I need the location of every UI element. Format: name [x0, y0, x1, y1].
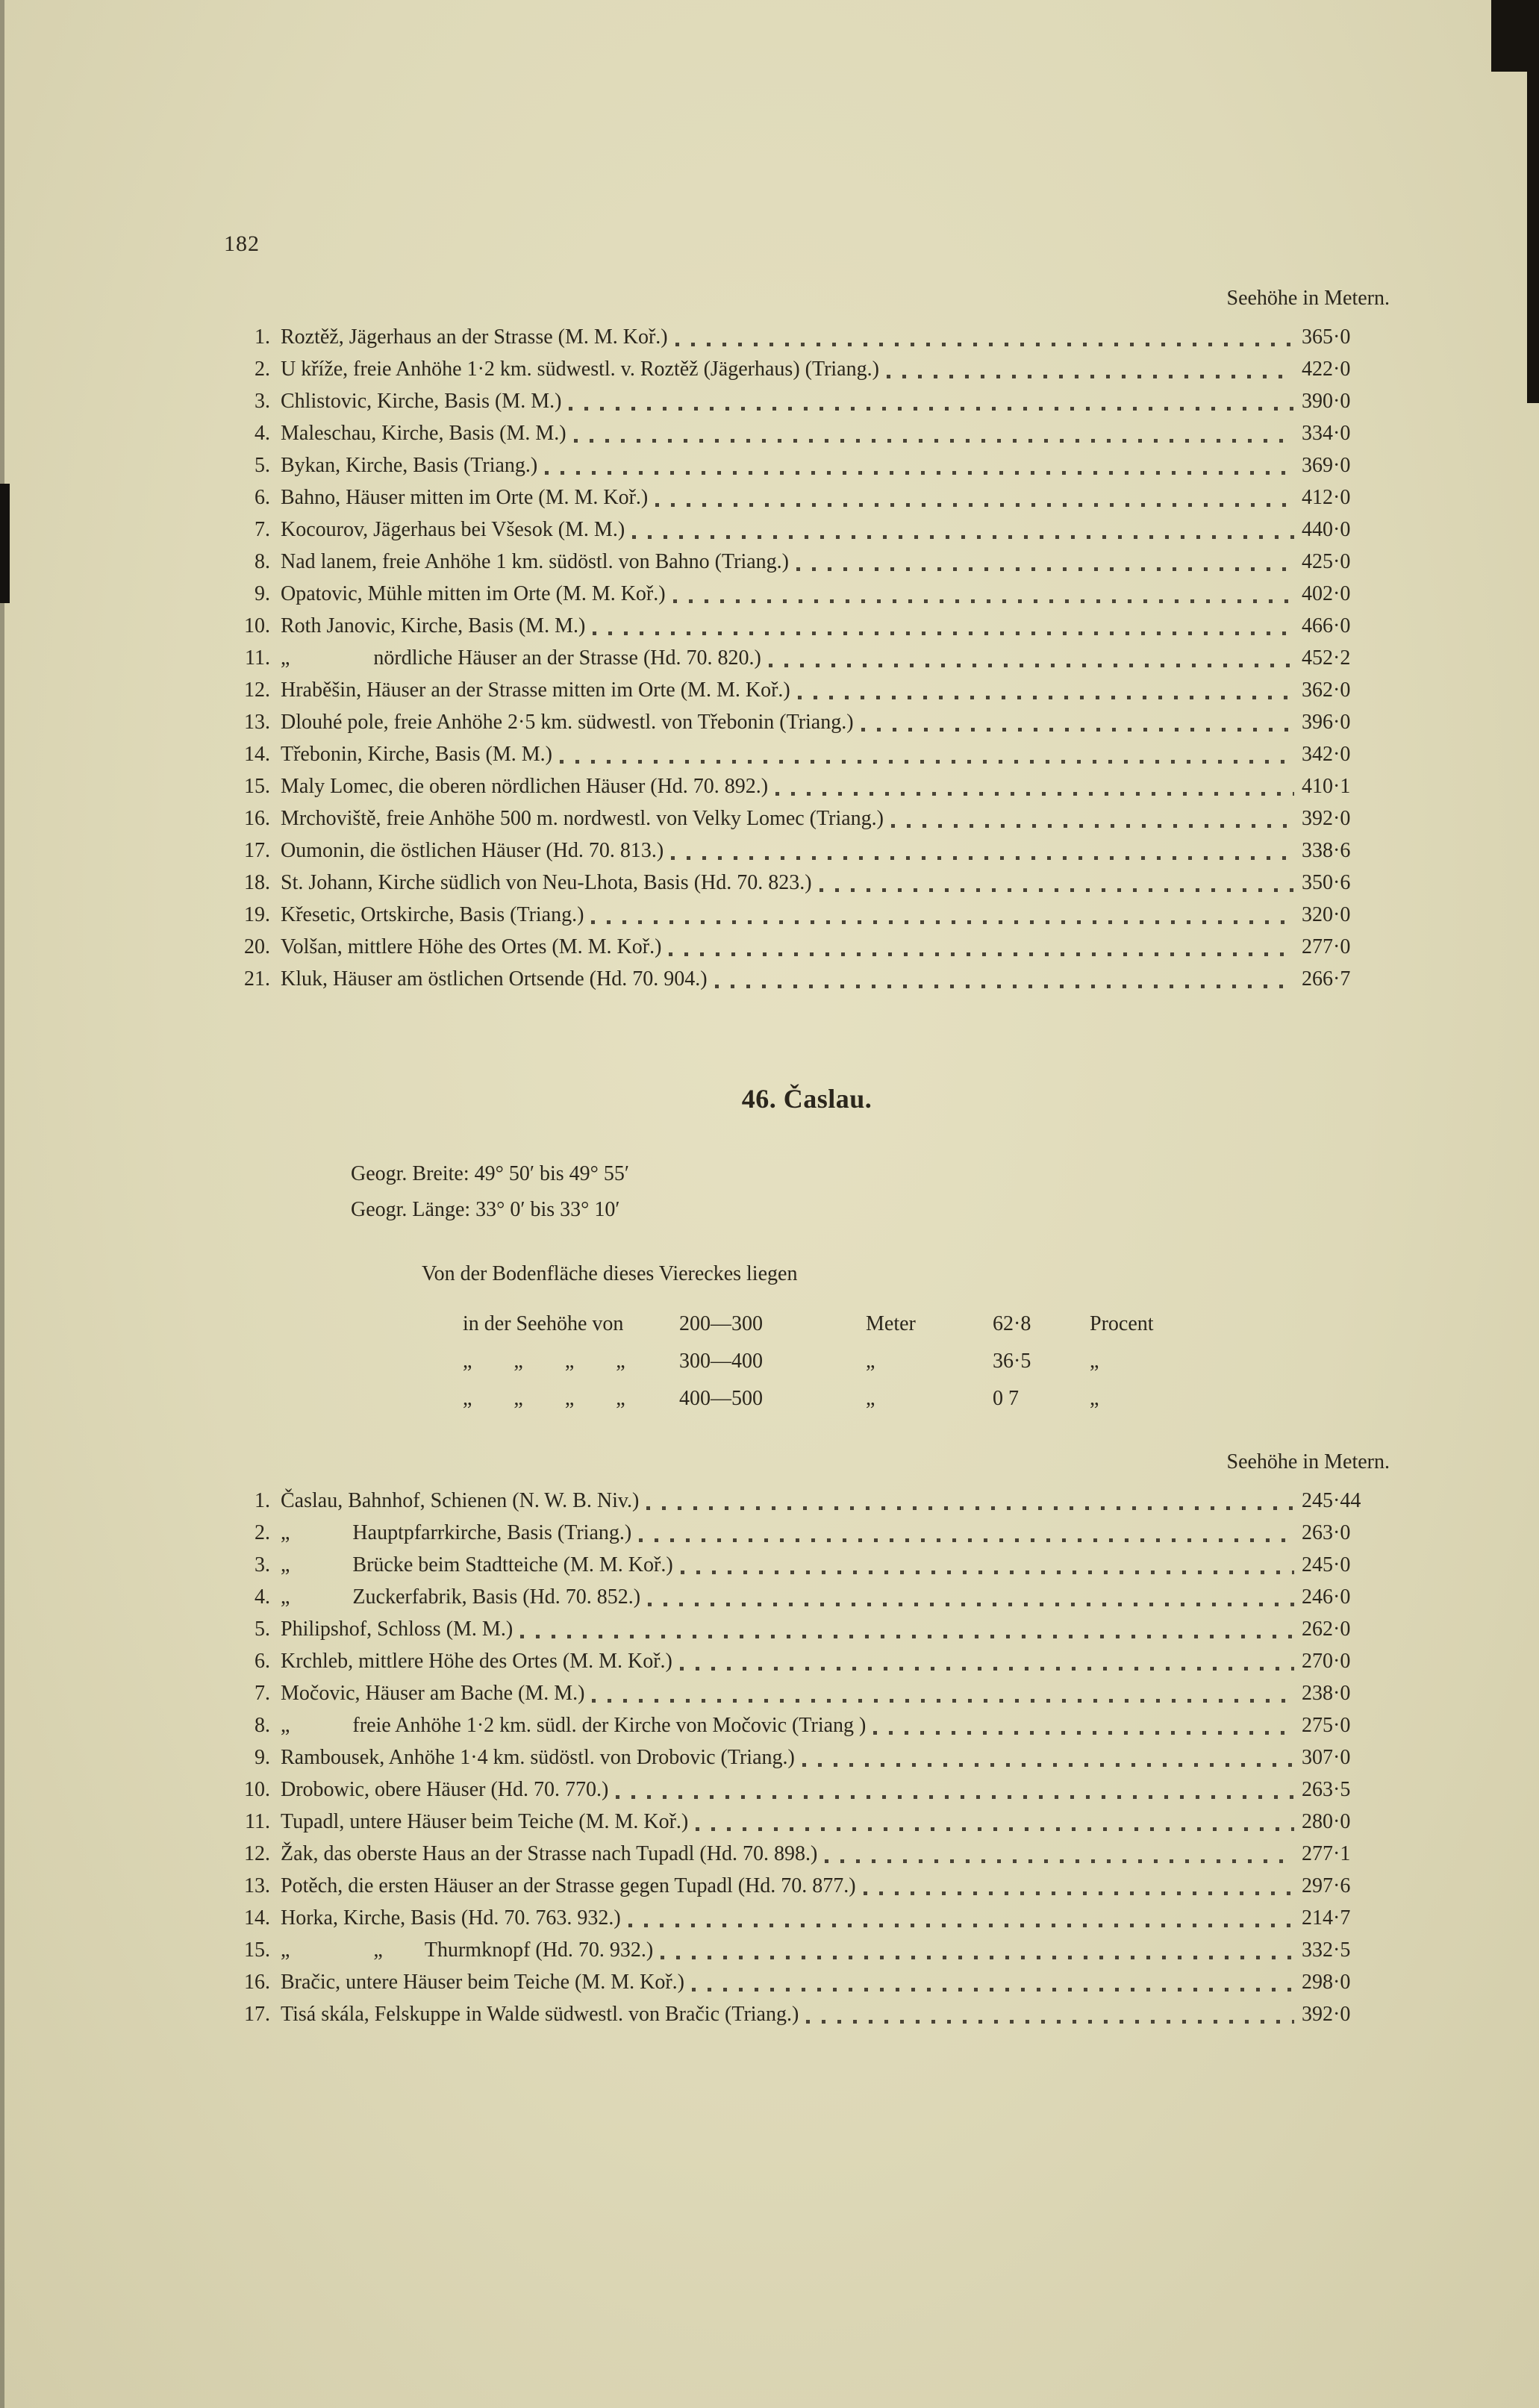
entry-text: Kluk, Häuser am östlichen Ortsende (Hd. 70. 904.)	[281, 967, 708, 991]
percent-suffix: Procent	[1090, 1312, 1154, 1335]
entry-elevation-value: 362·0	[1302, 679, 1351, 702]
entry-number: 10.	[244, 1778, 270, 1801]
dot-leader	[806, 2020, 1294, 2024]
list-entry	[224, 546, 1390, 578]
entry-text: Volšan, mittlere Höhe des Ortes (M. M. Koř.)	[281, 935, 662, 958]
percent-prefix: in der Seehöhe von	[463, 1312, 624, 1335]
dot-leader	[873, 1731, 1294, 1735]
entry-elevation-value: 452·2	[1302, 646, 1351, 670]
entry-elevation-value: 320·0	[1302, 903, 1351, 926]
dot-leader	[655, 503, 1294, 507]
list-entry	[224, 321, 1390, 353]
scan-artifact-left	[0, 484, 10, 603]
entry-text: Rambousek, Anhöhe 1·4 km. südöstl. von Drobovic (Triang.)	[281, 1746, 795, 1769]
entry-elevation-value: 263·0	[1302, 1521, 1351, 1544]
entry-text: Drobowic, obere Häuser (Hd. 70. 770.)	[281, 1778, 609, 1801]
seehoehe-header-2: Seehöhe in Metern.	[1226, 1450, 1390, 1473]
list-entry	[224, 642, 1390, 674]
entry-number: 6.	[255, 1650, 270, 1673]
entry-number: 15.	[244, 1938, 270, 1962]
entry-number: 15.	[244, 775, 270, 798]
entry-elevation-value: 425·0	[1302, 550, 1351, 573]
dot-leader	[861, 728, 1294, 732]
percent-range: 400—500	[679, 1387, 763, 1410]
entry-text: Chlistovic, Kirche, Basis (M. M.)	[281, 390, 562, 413]
entry-elevation-value: 298·0	[1302, 1971, 1351, 1994]
percent-suffix: „	[1090, 1350, 1099, 1373]
entry-text: Tisá skála, Felskuppe in Walde südwestl. von Bračic (Triang.)	[281, 2003, 799, 2026]
list-entry	[224, 1966, 1390, 1998]
entry-text: St. Johann, Kirche südlich von Neu-Lhota, Basis (Hd. 70. 823.)	[281, 871, 812, 894]
dot-leader	[545, 471, 1294, 475]
section-title: 46. Časlau.	[741, 1084, 872, 1114]
list-entry	[224, 1902, 1390, 1934]
entry-number: 8.	[255, 1714, 270, 1737]
dot-leader	[887, 375, 1294, 378]
entry-elevation-value: 245·44	[1302, 1489, 1361, 1512]
list-entry	[224, 1934, 1390, 1966]
dot-leader	[820, 888, 1294, 892]
entry-elevation-value: 466·0	[1302, 614, 1351, 637]
dot-leader	[593, 631, 1294, 635]
entry-number: 21.	[244, 967, 270, 991]
entry-elevation-value: 334·0	[1302, 422, 1351, 445]
percent-row	[463, 1306, 1390, 1343]
list-entry	[224, 706, 1390, 738]
entry-number: 4.	[255, 1585, 270, 1609]
dot-leader	[591, 920, 1294, 924]
entry-elevation-value: 238·0	[1302, 1682, 1351, 1705]
entry-elevation-value: 307·0	[1302, 1746, 1351, 1769]
entry-text: Roztěž, Jägerhaus an der Strasse (M. M. Koř.)	[281, 325, 668, 349]
dot-leader	[696, 1827, 1294, 1831]
entry-text: Maleschau, Kirche, Basis (M. M.)	[281, 422, 566, 445]
entry-text: Močovic, Häuser am Bache (M. M.)	[281, 1682, 585, 1705]
dot-leader	[802, 1763, 1294, 1767]
entry-elevation-value: 266·7	[1302, 967, 1351, 991]
dot-leader	[681, 1570, 1294, 1574]
elevation-percent-table	[463, 1306, 1390, 1417]
entry-number: 7.	[255, 518, 270, 541]
dot-leader	[715, 985, 1294, 988]
entry-elevation-value: 369·0	[1302, 454, 1351, 477]
dot-leader	[864, 1891, 1294, 1895]
entry-text: Kocourov, Jägerhaus bei Všesok (M. M.)	[281, 518, 625, 541]
elevation-list-2	[224, 1485, 1390, 2030]
dot-leader	[675, 343, 1294, 346]
scan-artifact-corner	[1491, 0, 1539, 72]
dot-leader	[628, 1924, 1294, 1927]
list-entry	[224, 1581, 1390, 1613]
entry-number: 5.	[255, 1618, 270, 1641]
dot-leader	[692, 1988, 1294, 1991]
geo-breite: Geogr. Breite: 49° 50′ bis 49° 55′	[351, 1162, 629, 1185]
entry-elevation-value: 280·0	[1302, 1810, 1351, 1833]
list-entry	[224, 481, 1390, 514]
list-entry	[224, 1741, 1390, 1774]
list-entry	[224, 1709, 1390, 1741]
entry-elevation-value: 270·0	[1302, 1650, 1351, 1673]
geo-laenge: Geogr. Länge: 33° 0′ bis 33° 10′	[351, 1198, 620, 1221]
dot-leader	[648, 1603, 1294, 1606]
percent-row	[463, 1343, 1390, 1380]
entry-text: Bračic, untere Häuser beim Teiche (M. M. Koř.)	[281, 1971, 684, 1994]
entry-text: Bykan, Kirche, Basis (Triang.)	[281, 454, 538, 477]
entry-number: 3.	[255, 390, 270, 413]
entry-number: 9.	[255, 582, 270, 605]
list-entry	[224, 1806, 1390, 1838]
page-number: 182	[224, 231, 260, 256]
entry-text: Žak, das oberste Haus an der Strasse nach Tupadl (Hd. 70. 898.)	[281, 1842, 818, 1865]
dot-leader	[646, 1506, 1294, 1510]
list-entry	[224, 417, 1390, 449]
list-entry	[224, 514, 1390, 546]
entry-number: 8.	[255, 550, 270, 573]
list-entry	[224, 963, 1390, 995]
entry-elevation-value: 402·0	[1302, 582, 1351, 605]
percent-prefix: „ „ „ „	[463, 1387, 625, 1410]
entry-text: Křesetic, Ortskirche, Basis (Triang.)	[281, 903, 584, 926]
entry-number: 16.	[244, 807, 270, 830]
entry-elevation-value: 338·6	[1302, 839, 1351, 862]
dot-leader	[520, 1635, 1294, 1638]
list-entry	[224, 867, 1390, 899]
entry-number: 14.	[244, 743, 270, 766]
entry-text: Časlau, Bahnhof, Schienen (N. W. B. Niv.)	[281, 1489, 640, 1512]
elevation-list-1	[224, 321, 1390, 995]
percent-value: 0 7	[993, 1387, 1019, 1410]
entry-number: 13.	[244, 711, 270, 734]
entry-number: 13.	[244, 1874, 270, 1897]
entry-text: Bahno, Häuser mitten im Orte (M. M. Koř.)	[281, 486, 649, 509]
list-entry	[224, 931, 1390, 963]
entry-number: 11.	[245, 1810, 270, 1833]
dot-leader	[560, 760, 1294, 764]
list-entry	[224, 385, 1390, 417]
entry-number: 12.	[244, 1842, 270, 1865]
entry-text: Mrchoviště, freie Anhöhe 500 m. nordwestl. von Velky Lomec (Triang.)	[281, 807, 884, 830]
dot-leader	[639, 1538, 1294, 1542]
dot-leader	[825, 1859, 1294, 1863]
entry-elevation-value: 396·0	[1302, 711, 1351, 734]
list-entry	[224, 1517, 1390, 1549]
entry-number: 12.	[244, 679, 270, 702]
dot-leader	[592, 1699, 1294, 1703]
entry-number: 19.	[244, 903, 270, 926]
percent-prefix: „ „ „ „	[463, 1350, 625, 1373]
entry-elevation-value: 342·0	[1302, 743, 1351, 766]
entry-number: 10.	[244, 614, 270, 637]
list-entry	[224, 1677, 1390, 1709]
entry-elevation-value: 277·0	[1302, 935, 1351, 958]
list-entry	[224, 1613, 1390, 1645]
entry-text: Nad lanem, freie Anhöhe 1 km. südöstl. von Bahno (Triang.)	[281, 550, 789, 573]
list-entry	[224, 1645, 1390, 1677]
entry-text: „ freie Anhöhe 1·2 km. südl. der Kirche von Močovic (Triang )	[281, 1714, 867, 1737]
entry-number: 16.	[244, 1971, 270, 1994]
entry-text: „ nördliche Häuser an der Strasse (Hd. 70. 820.)	[281, 646, 761, 670]
dot-leader	[616, 1795, 1294, 1799]
entry-elevation-value: 412·0	[1302, 486, 1351, 509]
list-entry	[224, 353, 1390, 385]
dot-leader	[673, 599, 1294, 603]
entry-elevation-value: 392·0	[1302, 807, 1351, 830]
entry-elevation-value: 422·0	[1302, 358, 1351, 381]
entry-text: U kříže, freie Anhöhe 1·2 km. südwestl. v. Roztěž (Jägerhaus) (Triang.)	[281, 358, 879, 381]
dot-leader	[574, 439, 1294, 443]
entry-elevation-value: 392·0	[1302, 2003, 1351, 2026]
dot-leader	[661, 1956, 1294, 1959]
entry-text: „ Zuckerfabrik, Basis (Hd. 70. 852.)	[281, 1585, 641, 1609]
entry-elevation-value: 440·0	[1302, 518, 1351, 541]
percent-unit: Meter	[866, 1312, 916, 1335]
dot-leader	[796, 567, 1294, 571]
list-entry	[224, 835, 1390, 867]
percent-range: 200—300	[679, 1312, 763, 1335]
entry-elevation-value: 246·0	[1302, 1585, 1351, 1609]
list-entry	[224, 1774, 1390, 1806]
entry-text: Philipshof, Schloss (M. M.)	[281, 1618, 513, 1641]
entry-text: Tupadl, untere Häuser beim Teiche (M. M. Koř.)	[281, 1810, 689, 1833]
entry-number: 2.	[255, 1521, 270, 1544]
entry-elevation-value: 390·0	[1302, 390, 1351, 413]
entry-text: „ „ Thurmknopf (Hd. 70. 932.)	[281, 1938, 654, 1962]
entry-number: 18.	[244, 871, 270, 894]
list-entry	[224, 1485, 1390, 1517]
entry-text: Krchleb, mittlere Höhe des Ortes (M. M. Koř.)	[281, 1650, 672, 1673]
list-entry	[224, 1870, 1390, 1902]
dot-leader	[632, 535, 1294, 539]
entry-number: 1.	[255, 1489, 270, 1512]
percent-unit: „	[866, 1387, 875, 1410]
entry-elevation-value: 350·6	[1302, 871, 1351, 894]
percent-value: 36·5	[993, 1350, 1031, 1373]
geo-coordinates	[351, 1156, 1390, 1228]
entry-number: 14.	[244, 1906, 270, 1930]
entry-elevation-value: 262·0	[1302, 1618, 1351, 1641]
list-entry	[224, 1549, 1390, 1581]
list-entry	[224, 738, 1390, 770]
list-entry	[224, 674, 1390, 706]
dot-leader	[671, 856, 1294, 860]
list-entry	[224, 1998, 1390, 2030]
list-entry	[224, 1838, 1390, 1870]
percent-suffix: „	[1090, 1387, 1099, 1410]
entry-text: Dlouhé pole, freie Anhöhe 2·5 km. südwestl. von Třebonin (Triang.)	[281, 711, 854, 734]
entry-text: Oumonin, die östlichen Häuser (Hd. 70. 813.)	[281, 839, 664, 862]
entry-elevation-value: 275·0	[1302, 1714, 1351, 1737]
entry-text: „ Hauptpfarrkirche, Basis (Triang.)	[281, 1521, 632, 1544]
list-entry	[224, 802, 1390, 835]
entry-elevation-value: 214·7	[1302, 1906, 1351, 1930]
entry-text: Roth Janovic, Kirche, Basis (M. M.)	[281, 614, 586, 637]
dot-leader	[798, 696, 1294, 699]
intro-line: Von der Bodenfläche dieses Viereckes liegen	[422, 1262, 798, 1285]
entry-number: 17.	[244, 839, 270, 862]
entry-text: Hraběšin, Häuser an der Strasse mitten im Orte (M. M. Koř.)	[281, 679, 790, 702]
list-entry	[224, 770, 1390, 802]
entry-number: 17.	[244, 2003, 270, 2026]
entry-text: Horka, Kirche, Basis (Hd. 70. 763. 932.)	[281, 1906, 621, 1930]
entry-elevation-value: 410·1	[1302, 775, 1351, 798]
entry-elevation-value: 332·5	[1302, 1938, 1351, 1962]
entry-number: 2.	[255, 358, 270, 381]
entry-elevation-value: 277·1	[1302, 1842, 1351, 1865]
entry-number: 4.	[255, 422, 270, 445]
entry-text: Opatovic, Mühle mitten im Orte (M. M. Koř.)	[281, 582, 666, 605]
entry-number: 11.	[245, 646, 270, 670]
list-entry	[224, 449, 1390, 481]
entry-number: 6.	[255, 486, 270, 509]
dot-leader	[891, 824, 1294, 828]
percent-unit: „	[866, 1350, 875, 1373]
entry-number: 20.	[244, 935, 270, 958]
percent-value: 62·8	[993, 1312, 1031, 1335]
list-entry	[224, 899, 1390, 931]
dot-leader	[680, 1667, 1294, 1671]
scan-edge-left	[0, 0, 4, 2408]
entry-elevation-value: 365·0	[1302, 325, 1351, 349]
list-entry	[224, 610, 1390, 642]
entry-text: Třebonin, Kirche, Basis (M. M.)	[281, 743, 552, 766]
entry-number: 5.	[255, 454, 270, 477]
entry-elevation-value: 245·0	[1302, 1553, 1351, 1576]
percent-range: 300—400	[679, 1350, 763, 1373]
entry-elevation-value: 297·6	[1302, 1874, 1351, 1897]
entry-number: 3.	[255, 1553, 270, 1576]
entry-elevation-value: 263·5	[1302, 1778, 1351, 1801]
entry-text: „ Brücke beim Stadtteiche (M. M. Koř.)	[281, 1553, 673, 1576]
entry-text: Maly Lomec, die oberen nördlichen Häuser (Hd. 70. 892.)	[281, 775, 769, 798]
entry-number: 9.	[255, 1746, 270, 1769]
list-entry	[224, 578, 1390, 610]
dot-leader	[769, 664, 1294, 667]
entry-text: Potěch, die ersten Häuser an der Strasse gegen Tupadl (Hd. 70. 877.)	[281, 1874, 856, 1897]
dot-leader	[669, 952, 1294, 956]
dot-leader	[775, 792, 1294, 796]
dot-leader	[569, 407, 1294, 411]
entry-number: 7.	[255, 1682, 270, 1705]
percent-row	[463, 1380, 1390, 1417]
entry-number: 1.	[255, 325, 270, 349]
seehoehe-header-1: Seehöhe in Metern.	[1226, 287, 1390, 310]
